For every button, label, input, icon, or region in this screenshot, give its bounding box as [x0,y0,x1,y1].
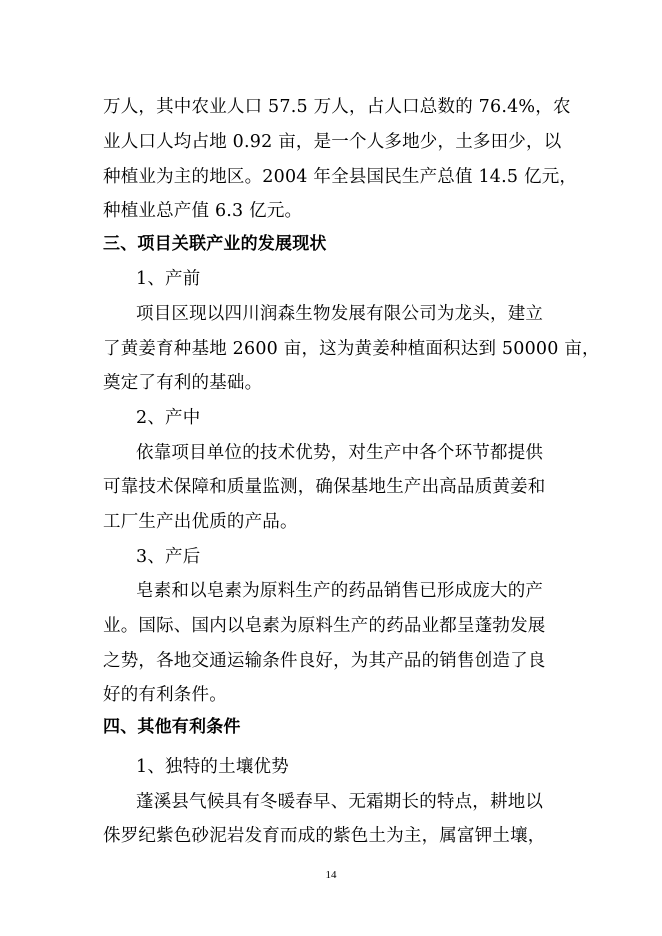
paragraph-line: 可靠技术保障和质量监测，确保基地生产出高品质黄姜和 [103,477,546,497]
subsection-title: 2、产中 [136,408,201,428]
paragraph-line: 了黄姜育种基地 2600 亩，这为黄姜种植面积达到 50000 亩， [103,339,600,359]
paragraph-line: 皂素和以皂素为原料生产的药品销售已形成庞大的产 [136,581,544,601]
section-heading: 四、其他有利条件 [103,717,241,737]
subsection-title: 3、产后 [136,547,201,567]
paragraph-line: 种植业总产值 6.3 亿元。 [103,201,303,221]
paragraph-line: 业。国际、国内以皂素为原料生产的药品业都呈蓬勃发展 [103,616,546,636]
paragraph-line: 蓬溪县气候具有冬暖春早、无霜期长的特点，耕地以 [136,792,544,812]
paragraph-line: 工厂生产出优质的产品。 [103,512,298,532]
paragraph-line: 种植业为主的地区。2004 年全县国民生产总值 14.5 亿元， [103,167,578,187]
page-number: 14 [325,869,337,881]
paragraph-line: 依靠项目单位的技术优势，对生产中各个环节都提供 [136,443,544,463]
section-heading: 三、项目关联产业的发展现状 [103,234,327,254]
subsection-title: 1、独特的土壤优势 [136,757,289,777]
paragraph-line: 万人，其中农业人口 57.5 万人，占人口总数的 76.4%，农 [103,97,571,117]
subsection-title: 1、产前 [136,269,201,289]
paragraph-line: 之势，各地交通运输条件良好，为其产品的销售创造了良 [103,651,546,671]
paragraph-line: 奠定了有利的基础。 [103,373,263,393]
paragraph-line: 业人口人均占地 0.92 亩，是一个人多地少，土多田少，以 [103,132,562,152]
paragraph-line: 项目区现以四川润森生物发展有限公司为龙头，建立 [136,304,544,324]
paragraph-line: 侏罗纪紫色砂泥岩发育而成的紫色土为主，属富钾土壤， [103,826,546,846]
paragraph-line: 好的有利条件。 [103,685,227,705]
